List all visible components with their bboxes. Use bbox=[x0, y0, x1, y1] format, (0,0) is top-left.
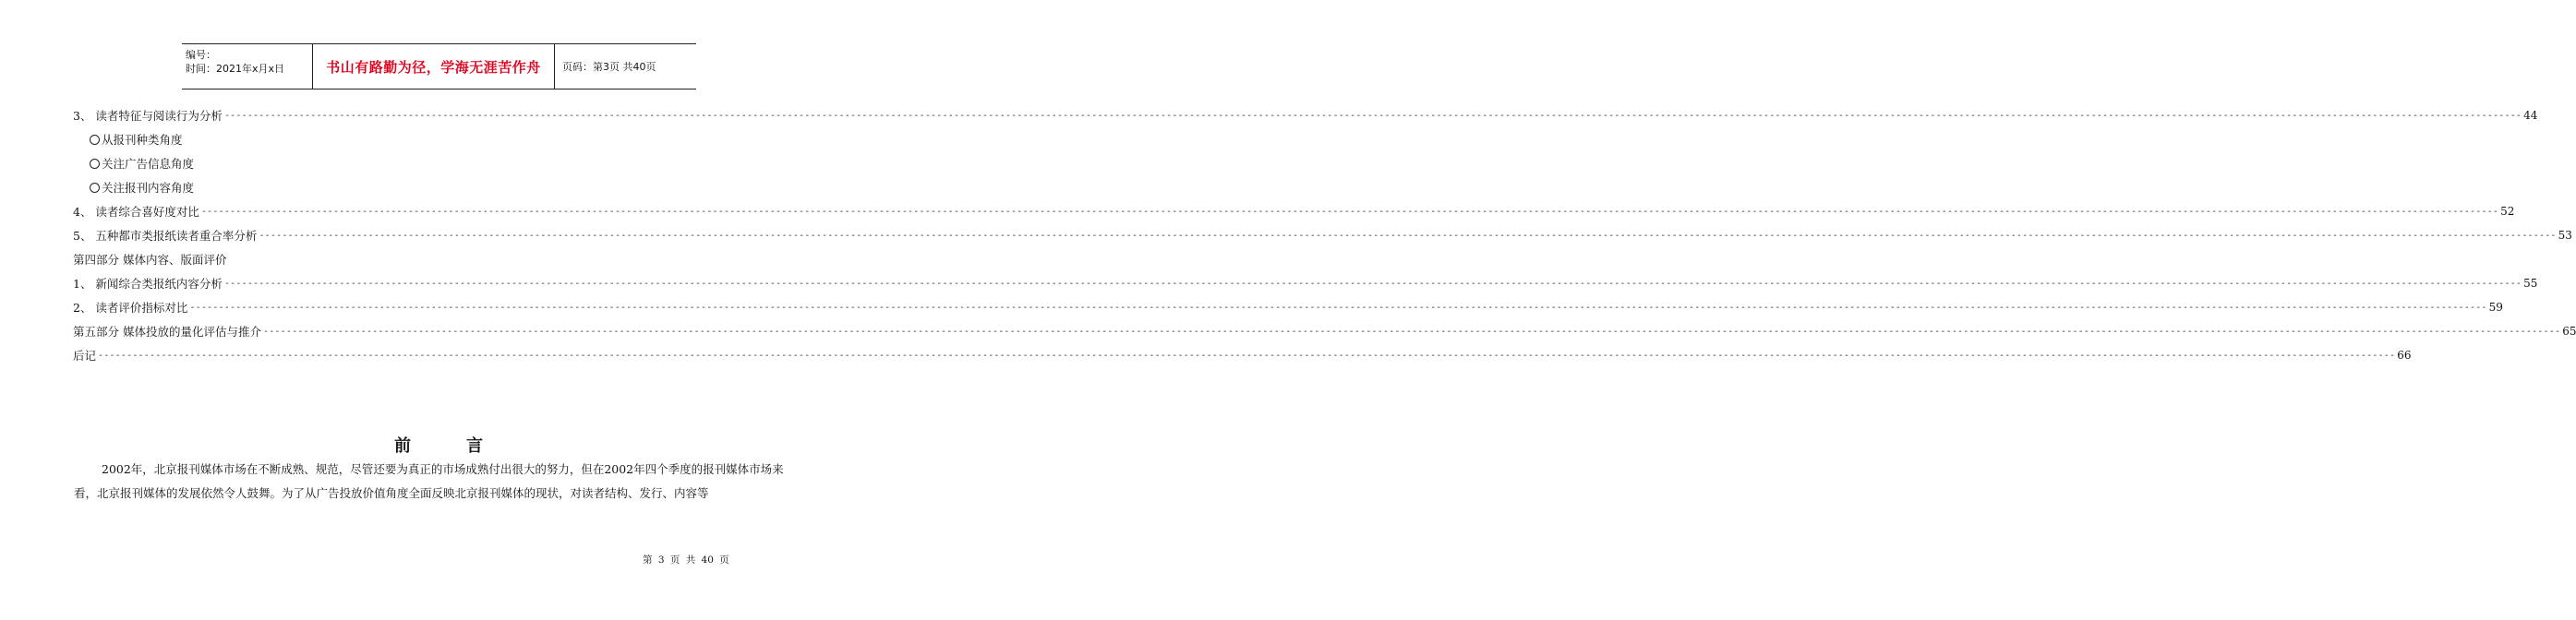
preface-text: 2002年，北京报刊媒体市场在不断成熟、规范，尽管还要为真正的市场成熟付出很大的努力，但在2002年四个季度的报刊媒体市场来看，北京报刊媒体的发展依然令人鼓舞。为了从广告投放价值角度全面反映北京报刊媒体的现状，对读者结构、发行、内容等 bbox=[74, 462, 784, 500]
preface-title-char: 言 bbox=[466, 436, 538, 456]
toc-page-number: 65 bbox=[2562, 325, 2576, 338]
toc-leader-line: ---------------------------------------------------------------------------------------------------------------------------------------------------------------------------------------------------------------------------------------------------------------------------------------------------------------------------------------------------------------------------------------------------------------- bbox=[259, 230, 2557, 241]
toc-item bbox=[73, 223, 2572, 247]
circle-bullet-icon bbox=[90, 183, 100, 193]
toc-leader-line: ---------------------------------------------------------------------------------------------------------------------------------------------------------------------------------------------------------------------------------------------------------------------------------------------------------------------------------------------------------------------------------------------------------------- bbox=[223, 278, 2522, 289]
toc-item bbox=[73, 103, 2538, 127]
preface-title-char: 前 bbox=[394, 436, 466, 456]
toc-subitem bbox=[73, 175, 793, 199]
toc-item-text: 关注广告信息角度 bbox=[102, 157, 195, 171]
page-footer: 第 3 页 共 40 页 bbox=[643, 554, 729, 566]
toc-item bbox=[73, 295, 2503, 319]
toc-page-number: 53 bbox=[2558, 229, 2572, 242]
toc-item-text: 后记 bbox=[73, 349, 97, 363]
toc-item-text: 3、 读者特征与阅读行为分析 bbox=[73, 109, 223, 123]
number-label: 编号： bbox=[186, 49, 216, 61]
toc-item-text: 5、 五种都市类报纸读者重合率分析 bbox=[73, 229, 258, 243]
table-of-contents bbox=[73, 103, 2576, 367]
toc-item-text: 关注报刊内容角度 bbox=[102, 181, 195, 195]
page-header-table bbox=[182, 43, 696, 89]
time-label: 时间：2021年x月x日 bbox=[186, 63, 285, 75]
toc-page-number: 52 bbox=[2500, 205, 2515, 218]
toc-page-number: 44 bbox=[2523, 109, 2538, 122]
toc-item bbox=[73, 319, 2576, 343]
toc-leader-line: ---------------------------------------------------------------------------------------------------------------------------------------------------------------------------------------------------------------------------------------------------------------------------------------------------------------------------------------------------------------------------------------------------------------- bbox=[189, 302, 2487, 313]
header-motto: 书山有路勤为径，学海无涯苦作舟 bbox=[312, 44, 555, 89]
toc-item-text: 第四部分 媒体内容、版面评价 bbox=[73, 253, 227, 267]
circle-bullet-icon bbox=[90, 159, 100, 169]
toc-leader-line: ---------------------------------------------------------------------------------------------------------------------------------------------------------------------------------------------------------------------------------------------------------------------------------------------------------------------------------------------------------------------------------------------------------------- bbox=[262, 326, 2561, 337]
toc-subitem bbox=[73, 151, 793, 175]
toc-leader-line: ---------------------------------------------------------------------------------------------------------------------------------------------------------------------------------------------------------------------------------------------------------------------------------------------------------------------------------------------------------------------------------------------------------------- bbox=[223, 110, 2522, 121]
toc-leader-line: ---------------------------------------------------------------------------------------------------------------------------------------------------------------------------------------------------------------------------------------------------------------------------------------------------------------------------------------------------------------------------------------------------------------- bbox=[98, 350, 2396, 361]
toc-item-text: 4、 读者综合喜好度对比 bbox=[73, 205, 199, 219]
toc-item-text: 2、 读者评价指标对比 bbox=[73, 301, 188, 315]
header-meta bbox=[182, 44, 312, 89]
toc-item-text: 1、 新闻综合类报纸内容分析 bbox=[73, 277, 223, 291]
toc-leader-line: ---------------------------------------------------------------------------------------------------------------------------------------------------------------------------------------------------------------------------------------------------------------------------------------------------------------------------------------------------------------------------------------------------------------- bbox=[200, 206, 2499, 217]
toc-item bbox=[73, 199, 2515, 223]
circle-bullet-icon bbox=[90, 135, 100, 145]
toc-page-number: 55 bbox=[2523, 277, 2538, 290]
toc-page-number: 66 bbox=[2397, 349, 2412, 362]
toc-item bbox=[73, 271, 2538, 295]
toc-subitem bbox=[73, 127, 793, 151]
toc-page-number: 59 bbox=[2488, 301, 2503, 314]
toc-item bbox=[73, 343, 2412, 367]
toc-item-text: 从报刊种类角度 bbox=[102, 133, 183, 147]
toc-item-text: 第五部分 媒体投放的量化评估与推介 bbox=[73, 325, 261, 339]
header-page-label: 页码：第3页 共40页 bbox=[562, 61, 656, 73]
toc-item bbox=[73, 247, 793, 271]
preface-paragraph bbox=[74, 458, 803, 506]
preface-title bbox=[0, 433, 877, 457]
